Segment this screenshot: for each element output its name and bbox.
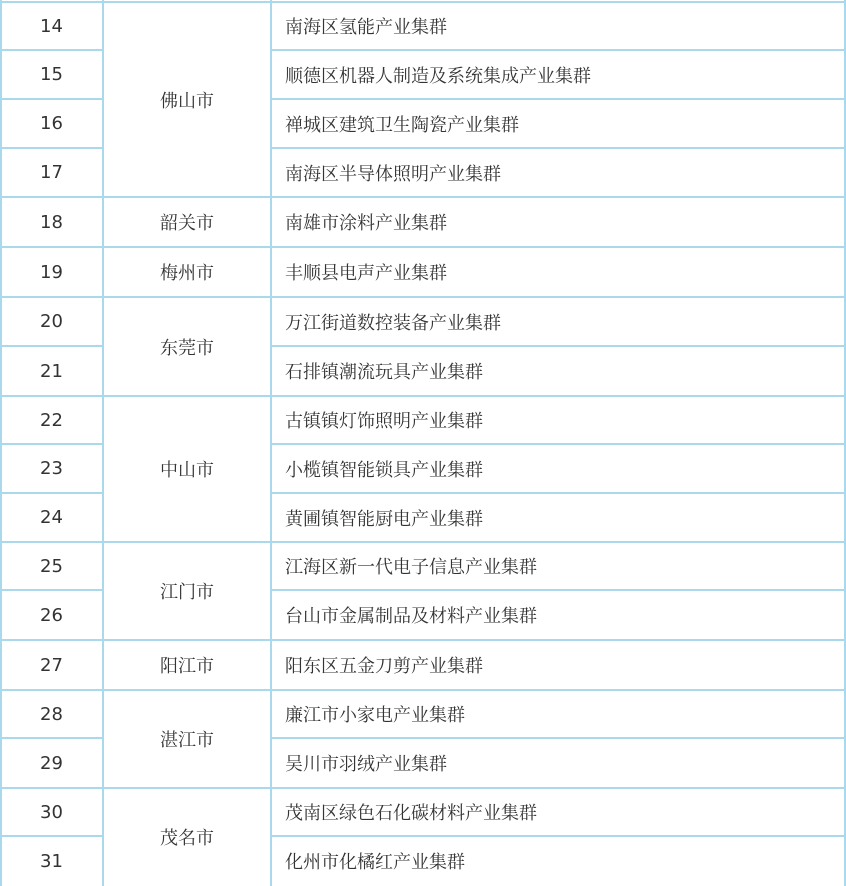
city-divider	[103, 787, 271, 789]
row-divider	[271, 689, 846, 691]
row-number-cell: 20	[40, 311, 63, 332]
cluster-name-cell: 古镇镇灯饰照明产业集群	[285, 411, 483, 432]
row-divider	[271, 787, 846, 789]
cluster-name-cell: 黄圃镇智能厨电产业集群	[285, 508, 483, 530]
row-number-cell: 15	[40, 64, 63, 85]
row-divider	[0, 1, 104, 3]
row-divider	[0, 246, 104, 248]
row-number-cell: 28	[40, 703, 63, 725]
row-number-cell: 21	[40, 360, 63, 382]
row-divider	[271, 345, 846, 347]
city-cell: 阳江市	[160, 656, 214, 677]
row-divider	[0, 98, 104, 100]
row-divider	[271, 443, 846, 445]
column-divider	[0, 0, 2, 886]
row-divider	[0, 737, 104, 739]
cluster-name-cell: 江海区新一代电子信息产业集群	[285, 557, 537, 578]
row-number-cell: 31	[40, 850, 63, 872]
row-number-cell: 27	[40, 654, 63, 676]
row-number-cell: 25	[40, 555, 63, 577]
row-divider	[0, 395, 104, 397]
cluster-name-cell: 万江街道数控装备产业集群	[285, 312, 501, 334]
row-divider	[0, 147, 104, 149]
cluster-name-cell: 丰顺县电声产业集群	[285, 263, 447, 284]
row-number-cell: 17	[40, 162, 63, 183]
row-number-cell: 29	[40, 752, 63, 774]
row-number-cell: 18	[40, 211, 63, 233]
cluster-name-cell: 南海区氢能产业集群	[285, 17, 447, 38]
row-divider	[0, 689, 104, 691]
row-number-cell: 16	[40, 113, 63, 134]
row-divider	[0, 345, 104, 347]
cluster-name-cell: 化州市化橘红产业集群	[285, 852, 465, 873]
row-divider	[0, 492, 104, 494]
row-divider	[271, 98, 846, 100]
city-cell: 东莞市	[160, 337, 214, 359]
cluster-name-cell: 阳东区五金刀剪产业集群	[285, 656, 483, 677]
cluster-name-cell: 廉江市小家电产业集群	[285, 705, 465, 726]
city-divider	[103, 639, 271, 641]
row-divider	[271, 147, 846, 149]
city-divider	[103, 246, 271, 248]
row-divider	[271, 296, 846, 298]
city-divider	[103, 395, 271, 397]
row-divider	[271, 541, 846, 543]
row-number-cell: 23	[40, 458, 63, 479]
cluster-name-cell: 台山市金属制品及材料产业集群	[285, 606, 537, 627]
row-divider	[0, 196, 104, 198]
row-divider	[271, 49, 846, 51]
row-divider	[0, 835, 104, 837]
row-divider	[271, 835, 846, 837]
row-divider	[271, 196, 846, 198]
row-number-cell: 19	[40, 261, 63, 283]
cluster-name-cell: 石排镇潮流玩具产业集群	[285, 362, 483, 383]
city-divider	[103, 541, 271, 543]
cluster-name-cell: 南雄市涂料产业集群	[285, 213, 447, 234]
row-divider	[0, 639, 104, 641]
cluster-name-cell: 南海区半导体照明产业集群	[285, 163, 501, 185]
city-divider	[103, 1, 271, 3]
city-cell: 梅州市	[160, 263, 214, 284]
row-number-cell: 26	[40, 604, 63, 626]
city-cell: 中山市	[160, 460, 214, 481]
row-number-cell: 30	[40, 801, 63, 823]
city-cell: 韶关市	[160, 213, 214, 234]
cluster-name-cell: 小榄镇智能锁具产业集群	[285, 459, 483, 481]
row-divider	[0, 787, 104, 789]
column-divider	[270, 0, 272, 886]
row-divider	[0, 589, 104, 591]
city-divider	[103, 296, 271, 298]
row-number-cell: 24	[40, 507, 63, 528]
row-number-cell: 22	[40, 409, 63, 431]
row-divider	[0, 49, 104, 51]
cluster-name-cell: 吴川市羽绒产业集群	[285, 754, 447, 775]
row-divider	[271, 589, 846, 591]
city-cell: 湛江市	[160, 730, 214, 751]
row-divider	[271, 395, 846, 397]
city-divider	[103, 689, 271, 691]
row-divider	[271, 1, 846, 3]
row-divider	[271, 737, 846, 739]
row-divider	[271, 639, 846, 641]
row-divider	[0, 296, 104, 298]
row-divider	[0, 443, 104, 445]
city-cell: 茂名市	[160, 828, 214, 849]
row-divider	[0, 541, 104, 543]
city-cell: 佛山市	[160, 90, 214, 112]
cluster-name-cell: 禅城区建筑卫生陶瓷产业集群	[285, 114, 519, 136]
row-divider	[271, 246, 846, 248]
row-number-cell: 14	[40, 15, 63, 37]
column-divider	[102, 0, 104, 886]
row-divider	[271, 492, 846, 494]
city-cell: 江门市	[160, 582, 214, 603]
city-divider	[103, 196, 271, 198]
cluster-name-cell: 顺德区机器人制造及系统集成产业集群	[285, 65, 591, 87]
cluster-name-cell: 茂南区绿色石化碳材料产业集群	[285, 803, 537, 824]
